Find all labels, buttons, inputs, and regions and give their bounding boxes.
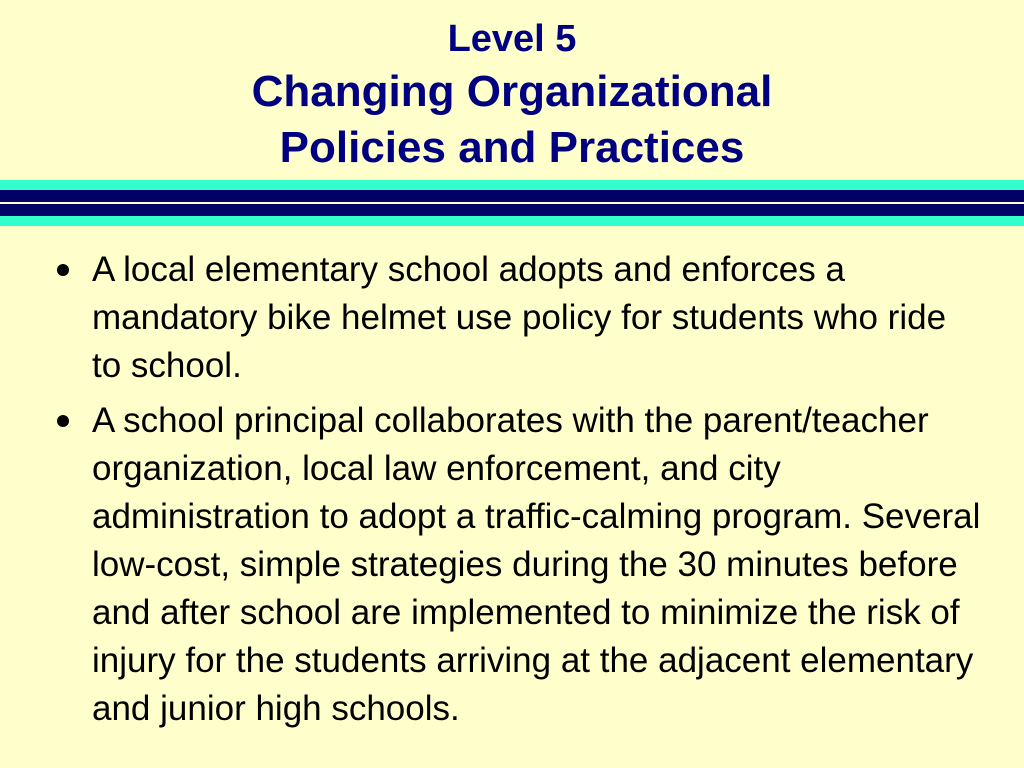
title-heading-line1: Changing Organizational bbox=[251, 67, 773, 116]
bullet-text: A local elementary school adopts and enforces a mandatory bike helmet use policy for students who ride to school. bbox=[92, 250, 947, 385]
bullet-text: A school principal collaborates with the parent/teacher organization, local law enforcement, and city administration to adopt a traffic-calming program. Several low-cost, simple strategies during the 30 minutes before and after school are implemented to minimize the risk of injury for the students arriving at the adjacent elementary and junior high schools. bbox=[92, 401, 981, 728]
title-heading-line2: Policies and Practices bbox=[279, 123, 745, 172]
bullet-list bbox=[0, 246, 1024, 740]
divider-navy-upper bbox=[0, 190, 1024, 202]
bullet-dot-icon bbox=[57, 415, 69, 427]
bullet-item bbox=[0, 246, 1024, 390]
divider-navy-lower bbox=[0, 204, 1024, 216]
divider-teal-top bbox=[0, 180, 1024, 190]
bullet-dot-icon bbox=[57, 264, 69, 276]
title-level: Level 5 bbox=[447, 18, 577, 60]
slide-title bbox=[0, 14, 1024, 176]
divider-teal-bottom bbox=[0, 216, 1024, 226]
bullet-item bbox=[0, 397, 1024, 733]
